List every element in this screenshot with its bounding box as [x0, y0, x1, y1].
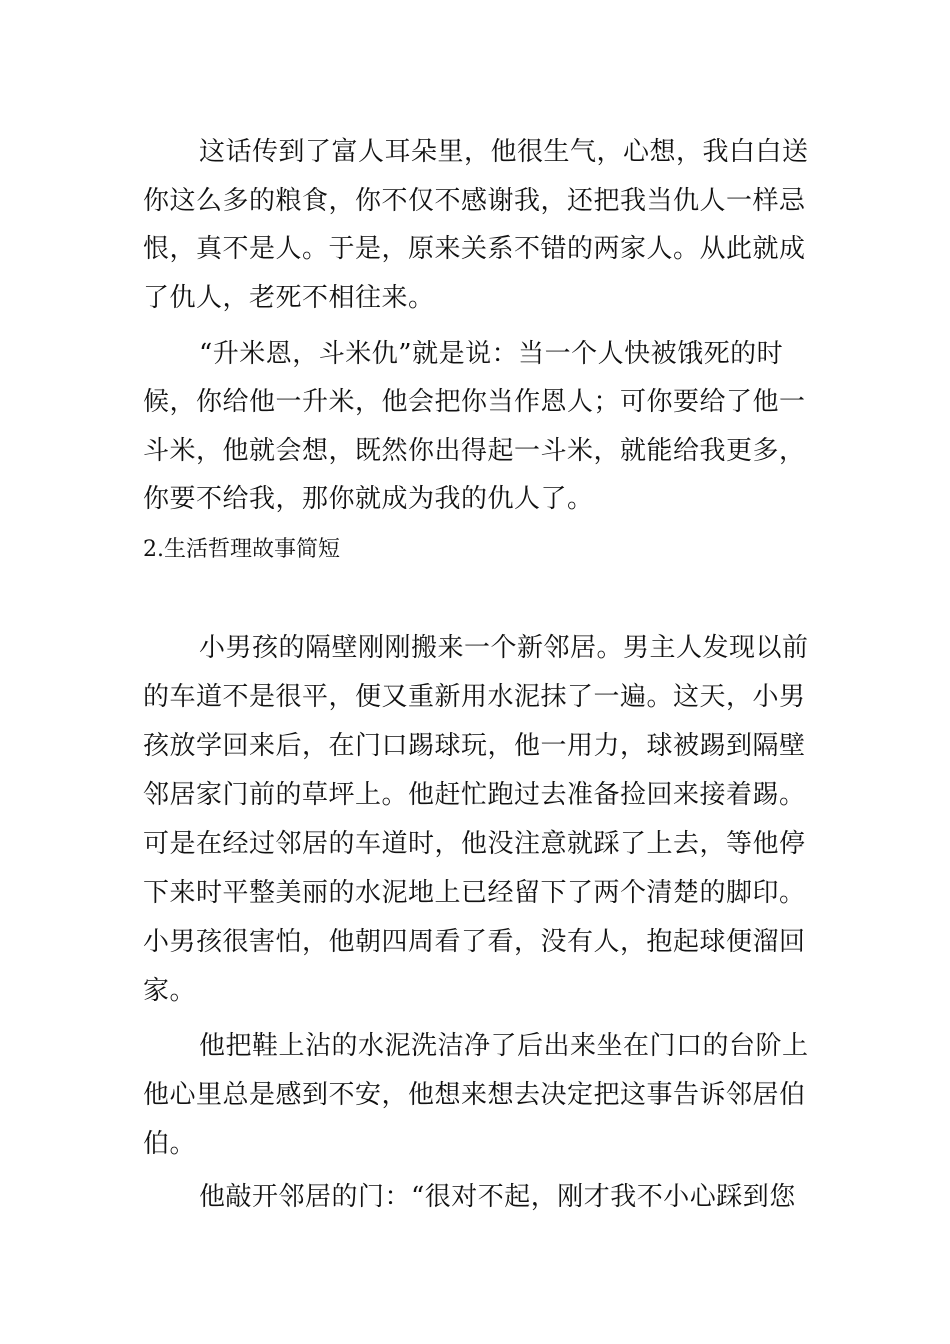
paragraph-line: 家。	[143, 976, 197, 1006]
paragraph-line: 他敲开邻居的门：“很对不起，刚才我不小心踩到您	[199, 1182, 796, 1212]
paragraph-line: 他把鞋上沾的水泥洗洁净了后出来坐在门口的台阶上	[199, 1031, 809, 1061]
paragraph-line: 了仇人，老死不相往来。	[143, 283, 435, 313]
paragraph-line: 他心里总是感到不安，他想来想去决定把这事告诉邻居伯	[143, 1080, 806, 1110]
paragraph-line: 邻居家门前的草坪上。他赶忙跑过去准备捡回来接着踢。	[143, 780, 806, 810]
paragraph-line: 你这么多的粮食，你不仅不感谢我，还把我当仇人一样忌	[143, 186, 806, 216]
paragraph-line: 小男孩很害怕，他朝四周看了看，没有人，抱起球便溜回	[143, 927, 806, 957]
paragraph-line: 的车道不是很平，便又重新用水泥抹了一遍。这天，小男	[143, 682, 806, 712]
paragraph-line: “升米恩，斗米仇”就是说：当一个人快被饿死的时	[199, 339, 784, 369]
paragraph-line: 下来时平整美丽的水泥地上已经留下了两个清楚的脚印。	[143, 878, 806, 908]
paragraph-line: 这话传到了富人耳朵里，他很生气，心想，我白白送	[199, 137, 809, 167]
section-heading: 2.生活哲理故事简短	[143, 537, 340, 562]
paragraph-line: 候，你给他一升米，他会把你当作恩人；可你要给了他一	[143, 387, 806, 417]
paragraph-line: 孩放学回来后，在门口踢球玩，他一用力，球被踢到隔壁	[143, 731, 806, 761]
paragraph-line: 伯。	[143, 1129, 197, 1159]
paragraph-line: 斗米，他就会想，既然你出得起一斗米，就能给我更多，	[143, 436, 806, 466]
paragraph-line: 你要不给我，那你就成为我的仇人了。	[143, 484, 594, 514]
paragraph-line: 小男孩的隔壁刚刚搬来一个新邻居。男主人发现以前	[199, 633, 809, 663]
paragraph-line: 恨，真不是人。于是，原来关系不错的两家人。从此就成	[143, 234, 806, 264]
paragraph-line: 可是在经过邻居的车道时，他没注意就踩了上去，等他停	[143, 829, 806, 859]
